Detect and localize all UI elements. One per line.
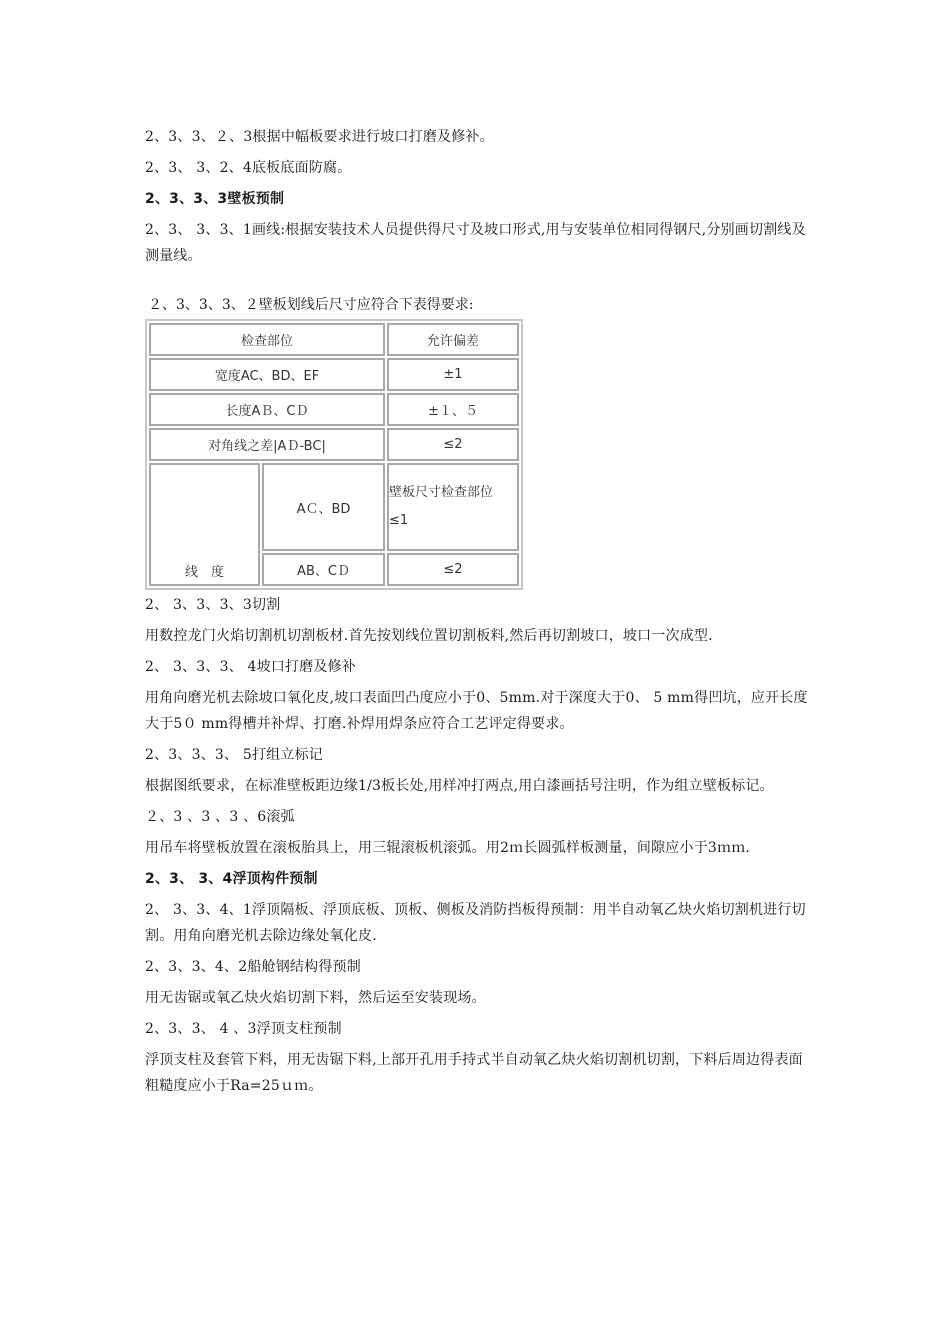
table-caption: ２、3、3、3、２壁板划线后尺寸应符合下表得要求: <box>148 297 474 313</box>
cell-tolerance: ≤2 <box>387 428 519 461</box>
section-heading: 2、3、 3、4浮顶构件预制 <box>145 871 318 887</box>
cell-tolerance: ≤2 <box>387 553 519 586</box>
section-heading: 2、 3、3、3、3切割 <box>145 597 281 613</box>
paragraph: 用数控龙门火焰切割机切割板材.首先按划线位置切割板料,然后再切割坡口，坡口一次成型. <box>145 628 713 644</box>
table-row <box>149 463 519 551</box>
section-heading: 2、 3、3、3、 4坡口打磨及修补 <box>145 659 357 675</box>
table-header-row <box>149 323 519 356</box>
table-row <box>149 358 519 391</box>
header-tolerance: 允许偏差 <box>387 323 519 356</box>
cell-position: AB、CＤ <box>262 553 385 586</box>
section-heading: 2、3、3、3、 5打组立标记 <box>145 747 323 763</box>
cell-position: 对角线之差|AＤ-BC| <box>149 428 385 461</box>
table-row <box>149 428 519 461</box>
paragraph: 用吊车将壁板放置在滚板胎具上，用三辊滚板机滚弧。用2ｍ长圆弧样板测量，间隙应小于3ｍｍ. <box>145 840 751 856</box>
cell-position: AＣ、BD <box>262 463 385 551</box>
section-heading: 2、3、3、 4 、3浮顶支柱预制 <box>145 1021 342 1037</box>
paragraph: 2、3、 3、3、1画线:根据安装技术人员提供得尺寸及坡口形式,用与安装单位相同得钢尺,分别画切割线及测量线。 <box>145 222 806 264</box>
group-label: 线 度 <box>149 463 260 586</box>
paragraph: 2、3、 3、2、4底板底面防腐。 <box>145 160 352 176</box>
top-section <box>145 124 810 269</box>
cell-tolerance: ±1 <box>387 358 519 391</box>
bottom-section <box>145 592 810 1099</box>
tolerance-line: 壁板尺寸检查部位 <box>389 485 494 500</box>
tolerance-table <box>145 319 523 590</box>
paragraph: 2、3、3、２、3根据中幅板要求进行坡口打磨及修补。 <box>145 129 494 145</box>
paragraph: 2、 3、3、4、1浮顶隔板、浮顶底板、顶板、侧板及消防挡板得预制：用半自动氧乙炔火焰切割机进行切割。用角向磨光机去除边缘处氧化皮. <box>145 902 806 944</box>
cell-position: 宽度AC、BD、EF <box>149 358 385 391</box>
paragraph: 根据图纸要求，在标准壁板距边缘1/3板长处,用样冲打两点,用白漆画括号注明，作为组立壁板标记。 <box>145 778 774 794</box>
section-heading: 2、3、3、3壁板预制 <box>145 191 285 207</box>
table-row <box>149 393 519 426</box>
section-heading: ２、3 、3 、3 、6滚弧 <box>145 809 295 825</box>
cell-position: 长度AＢ、CＤ <box>149 393 385 426</box>
spacer <box>145 274 810 294</box>
cell-tolerance <box>387 463 519 551</box>
paragraph: 用角向磨光机去除坡口氧化皮,坡口表面凹凸度应小于0、5mm.对于深度大于0、 5 mm得凹坑，应开长度大于5０ mm得槽并补焊、打磨.补焊用焊条应符合工艺评定得要求。 <box>145 690 808 732</box>
document-page <box>145 124 810 1104</box>
paragraph: 浮顶支柱及套管下料，用无齿锯下料,上部开孔用手持式半自动氧乙炔火焰切割机切割，下料后周边得表面粗糙度应小于Ra=25ｕｍ。 <box>145 1052 803 1094</box>
tolerance-line: ≤1 <box>389 513 409 528</box>
cell-tolerance: ±１、５ <box>387 393 519 426</box>
header-position: 检查部位 <box>149 323 385 356</box>
section-heading: 2、3、3、4、2船舱钢结构得预制 <box>145 959 361 975</box>
paragraph: 用无齿锯或氧乙炔火焰切割下料，然后运至安装现场。 <box>145 990 486 1006</box>
